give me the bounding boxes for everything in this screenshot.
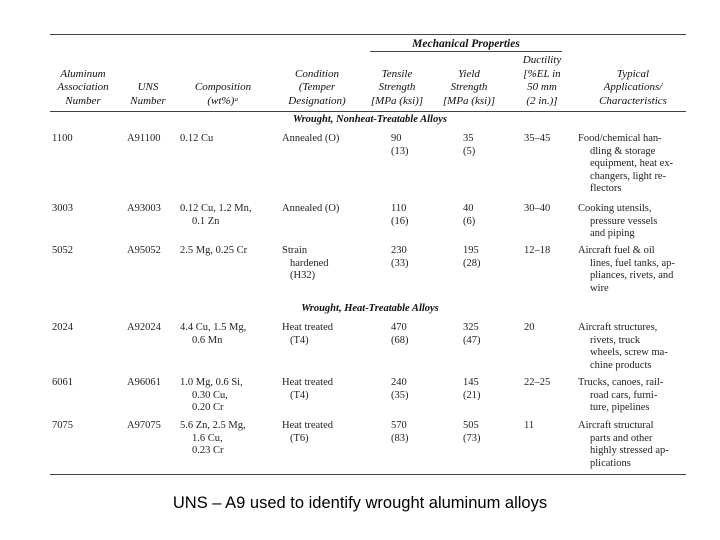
cell-ductility: 30–40 [524, 203, 551, 214]
cell-condition: Heat treated [282, 377, 334, 388]
cell-condition: Annealed (O) [282, 133, 340, 144]
cell-applications: plications [590, 457, 631, 469]
cell-uns: A97075 [127, 420, 161, 431]
column-header-yield: [MPa (ksi)] [442, 94, 496, 107]
cell-designation: 7075 [52, 420, 73, 431]
column-header-designation: Aluminum [60, 67, 106, 80]
cell-yield-strength: 505 [463, 420, 479, 431]
cell-applications: wire [590, 282, 609, 294]
column-header-applications: Typical [616, 67, 650, 80]
cell-tensile-strength: 470 [391, 322, 407, 333]
cell-applications: lines, fuel tanks, ap- [590, 257, 675, 269]
cell-yield-strength: (5) [463, 145, 476, 157]
cell-yield-strength: (28) [463, 257, 481, 269]
cell-applications: Aircraft structures, [578, 322, 658, 333]
column-header-uns: Number [130, 94, 166, 107]
cell-tensile-strength: 110 [391, 203, 407, 214]
cell-ductility: 12–18 [524, 245, 551, 256]
cell-uns: A92024 [127, 322, 161, 333]
column-header-designation: Association [57, 81, 109, 93]
cell-yield-strength: (73) [463, 432, 481, 444]
column-header-tensile: Tensile [381, 67, 413, 80]
cell-tensile-strength: (68) [391, 334, 409, 346]
cell-condition: Heat treated [282, 322, 334, 333]
cell-tensile-strength: (33) [391, 257, 409, 269]
cell-applications: flectors [590, 183, 622, 195]
cell-tensile-strength: (83) [391, 432, 409, 444]
cell-tensile-strength: 240 [391, 377, 407, 388]
column-header-uns: UNS [137, 81, 159, 93]
column-header-composition: (wt%)ᵃ [207, 94, 239, 107]
cell-tensile-strength: (35) [391, 389, 409, 401]
column-header-yield: Strength [450, 81, 488, 93]
cell-yield-strength: 40 [463, 203, 474, 214]
cell-composition: 0.30 Cu, [192, 389, 228, 401]
cell-tensile-strength: (16) [391, 215, 409, 227]
column-header-tensile: Strength [378, 81, 416, 93]
cell-tensile-strength: (13) [391, 145, 409, 157]
cell-applications: rivets, truck [590, 334, 641, 346]
cell-composition: 0.12 Cu, 1.2 Mn, [180, 203, 252, 214]
column-header-applications: Applications/ [603, 81, 663, 93]
cell-applications: and piping [590, 228, 635, 240]
cell-composition: 1.0 Mg, 0.6 Si, [180, 377, 243, 388]
column-header-yield: Yield [458, 67, 480, 80]
column-header-condition: Designation) [288, 94, 346, 107]
cell-applications: highly stressed ap- [590, 445, 669, 457]
cell-composition: 4.4 Cu, 1.5 Mg, [180, 322, 247, 333]
cell-uns: A95052 [127, 245, 161, 256]
slide-caption: UNS – A9 used to identify wrought aluminum alloys [172, 494, 548, 512]
cell-tensile-strength: 570 [391, 420, 407, 431]
cell-designation: 5052 [52, 245, 73, 256]
cell-applications: Aircraft fuel & oil [578, 245, 655, 256]
cell-composition: 0.1 Zn [192, 215, 220, 227]
cell-designation: 2024 [52, 322, 73, 333]
cell-condition: Strain [282, 245, 308, 256]
cell-applications: Cooking utensils, [578, 203, 652, 214]
cell-uns: A91100 [127, 133, 161, 144]
column-header-tensile: [MPa (ksi)] [370, 94, 424, 107]
cell-yield-strength: 195 [463, 245, 479, 256]
cell-applications: chine products [590, 359, 652, 371]
column-header-designation: Number [65, 94, 101, 107]
cell-ductility: 11 [524, 420, 535, 431]
cell-composition: 0.6 Mn [192, 334, 223, 346]
cell-ductility: 22–25 [524, 377, 551, 388]
section-title: Wrought, Heat-Treatable Alloys [301, 303, 439, 314]
cell-designation: 6061 [52, 377, 73, 388]
mechanical-properties-header: Mechanical Properties [412, 38, 520, 50]
cell-ductility: 35–45 [524, 133, 551, 144]
cell-condition: (T6) [290, 432, 309, 444]
column-header-ductility: [%EL in [523, 67, 561, 80]
cell-applications: Aircraft structural [578, 420, 654, 431]
cell-uns: A96061 [127, 377, 161, 388]
column-header-composition: Composition [194, 81, 252, 93]
cell-yield-strength: 145 [463, 377, 479, 388]
cell-applications: wheels, screw ma- [590, 347, 668, 359]
cell-designation: 1100 [52, 133, 73, 144]
cell-composition: 0.23 Cr [192, 445, 224, 457]
column-header-ductility: 50 mm [527, 81, 557, 93]
cell-applications: parts and other [590, 432, 653, 444]
cell-applications: Trucks, canoes, rail- [578, 377, 664, 388]
mechanical-properties-rule [370, 51, 562, 52]
cell-applications: dling & storage [590, 145, 656, 157]
column-header-applications: Characteristics [599, 94, 667, 107]
cell-ductility: 20 [524, 322, 535, 333]
cell-composition: 2.5 Mg, 0.25 Cr [180, 245, 248, 256]
cell-uns: A93003 [127, 203, 161, 214]
top-rule [50, 34, 686, 35]
column-header-condition: Condition [294, 67, 339, 80]
cell-applications: changers, light re- [590, 170, 667, 182]
cell-applications: road cars, furni- [590, 389, 658, 401]
cell-condition: Annealed (O) [282, 203, 340, 214]
cell-yield-strength: (47) [463, 334, 481, 346]
cell-applications: equipment, heat ex- [590, 158, 674, 170]
cell-yield-strength: (21) [463, 389, 481, 401]
column-header-condition: (Temper [298, 81, 336, 93]
cell-condition: (T4) [290, 389, 309, 401]
cell-yield-strength: (6) [463, 215, 476, 227]
cell-composition: 5.6 Zn, 2.5 Mg, [180, 420, 246, 431]
cell-designation: 3003 [52, 203, 73, 214]
cell-composition: 1.6 Cu, [192, 432, 223, 444]
cell-applications: Food/chemical han- [578, 133, 662, 144]
column-header-ductility: (2 in.)] [526, 94, 558, 107]
cell-applications: pliances, rivets, and [590, 270, 674, 282]
cell-yield-strength: 35 [463, 133, 474, 144]
cell-tensile-strength: 90 [391, 133, 402, 144]
section-title: Wrought, Nonheat-Treatable Alloys [293, 114, 447, 125]
cell-composition: 0.20 Cr [192, 402, 224, 414]
cell-condition: Heat treated [282, 420, 334, 431]
cell-composition: 0.12 Cu [180, 133, 214, 144]
cell-tensile-strength: 230 [391, 245, 407, 256]
cell-applications: ture, pipelines [590, 402, 650, 414]
cell-yield-strength: 325 [463, 322, 479, 333]
table-bottom-rule [50, 474, 686, 475]
cell-condition: (H32) [290, 270, 316, 282]
cell-applications: pressure vessels [590, 215, 658, 227]
header-bottom-rule [50, 111, 686, 112]
cell-condition: hardened [290, 257, 329, 269]
cell-condition: (T4) [290, 334, 309, 346]
column-header-ductility: Ductility [522, 54, 562, 66]
